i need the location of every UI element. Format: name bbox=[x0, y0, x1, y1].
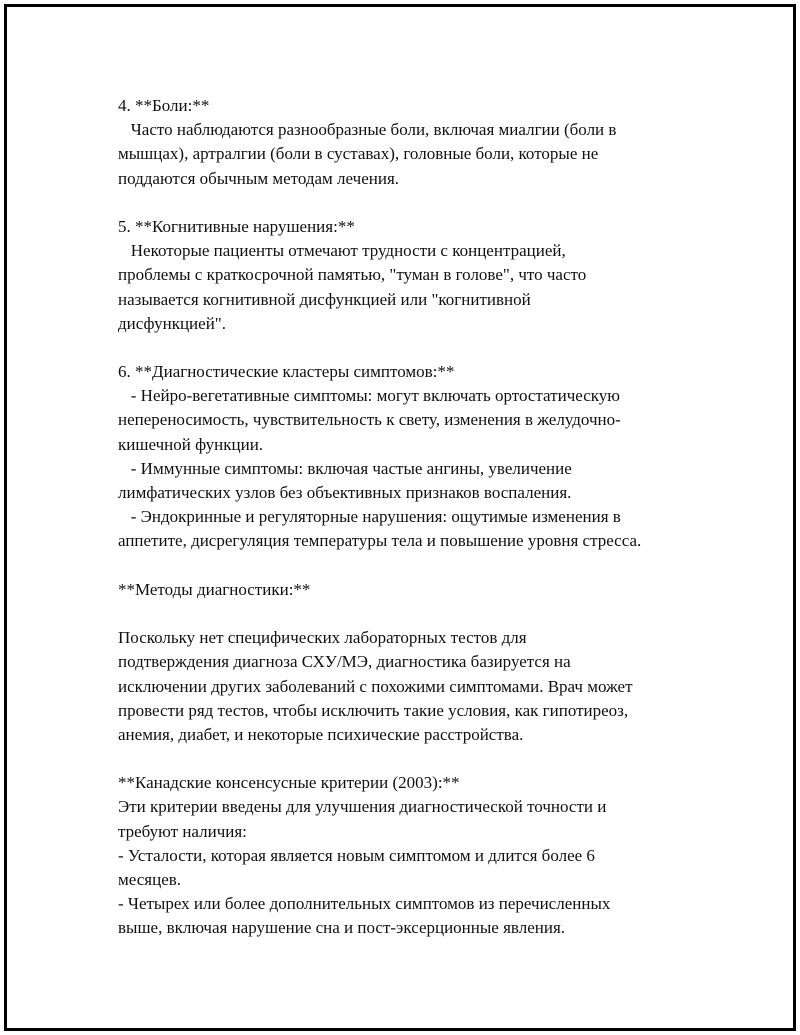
text-line: 6. **Диагностические кластеры симптомов:** bbox=[118, 362, 455, 382]
text-line: **Методы диагностики:** bbox=[118, 579, 311, 599]
text-line: выше, включая нарушение сна и пост-эксерционные явления. bbox=[118, 918, 566, 938]
blank-line bbox=[118, 747, 718, 771]
text-line: подтверждения диагноза СХУ/МЭ, диагностика базируется на bbox=[118, 652, 571, 672]
blank-line bbox=[118, 554, 718, 578]
text-line: поддаются обычным методам лечения. bbox=[118, 168, 400, 188]
text-line: 5. **Когнитивные нарушения:** bbox=[118, 216, 355, 236]
text-line: исключении других заболеваний с похожими симптомами. Врач может bbox=[118, 676, 633, 696]
document-body bbox=[118, 94, 718, 941]
text-line: месяцев. bbox=[118, 870, 182, 889]
text-line: Поскольку нет специфических лабораторных тестов для bbox=[118, 628, 527, 648]
text-line: - Эндокринные и регуляторные нарушения: ощутимые изменения в bbox=[118, 507, 621, 527]
text-line: требуют наличия: bbox=[118, 821, 247, 841]
text-line: - Иммунные симптомы: включая частые ангины, увеличение bbox=[118, 458, 572, 478]
text-line: лимфатических узлов без объективных признаков воспаления. bbox=[118, 483, 572, 502]
text-line: **Канадские консенсусные критерии (2003):** bbox=[118, 773, 460, 793]
text-line: - Усталости, которая является новым симптомом и длится более 6 bbox=[118, 845, 595, 865]
blank-line bbox=[118, 602, 718, 626]
blank-line bbox=[118, 191, 718, 215]
text-line: анемия, диабет, и некоторые психические расстройства. bbox=[118, 724, 524, 744]
text-line: - Четырех или более дополнительных симптомов из перечисленных bbox=[118, 894, 611, 914]
text-line: 4. **Боли:** bbox=[118, 96, 210, 115]
text-line: - Нейро-вегетативные симптомы: могут включать ортостатическую bbox=[118, 386, 620, 406]
text-line: проблемы с краткосрочной памятью, "туман в голове", что часто bbox=[118, 265, 587, 285]
text-line: Часто наблюдаются разнообразные боли, включая миалгии (боли в bbox=[118, 120, 617, 140]
text-line: Некоторые пациенты отмечают трудности с концентрацией, bbox=[118, 241, 566, 261]
text-line: непереносимость, чувствительность к свету, изменения в желудочно- bbox=[118, 410, 621, 430]
text-line: мышцах), артралгии (боли в суставах), головные боли, которые не bbox=[118, 144, 599, 164]
text-line: дисфункцией". bbox=[118, 313, 226, 333]
text-line: аппетите, дисрегуляция температуры тела и повышение уровня стресса. bbox=[118, 531, 642, 551]
text-line: Эти критерии введены для улучшения диагностической точности и bbox=[118, 797, 607, 817]
text-line: провести ряд тестов, чтобы исключить такие условия, как гипотиреоз, bbox=[118, 700, 629, 720]
blank-line bbox=[118, 336, 718, 360]
text-line: называется когнитивной дисфункцией или "когнитивной bbox=[118, 289, 531, 309]
text-line: кишечной функции. bbox=[118, 434, 264, 454]
